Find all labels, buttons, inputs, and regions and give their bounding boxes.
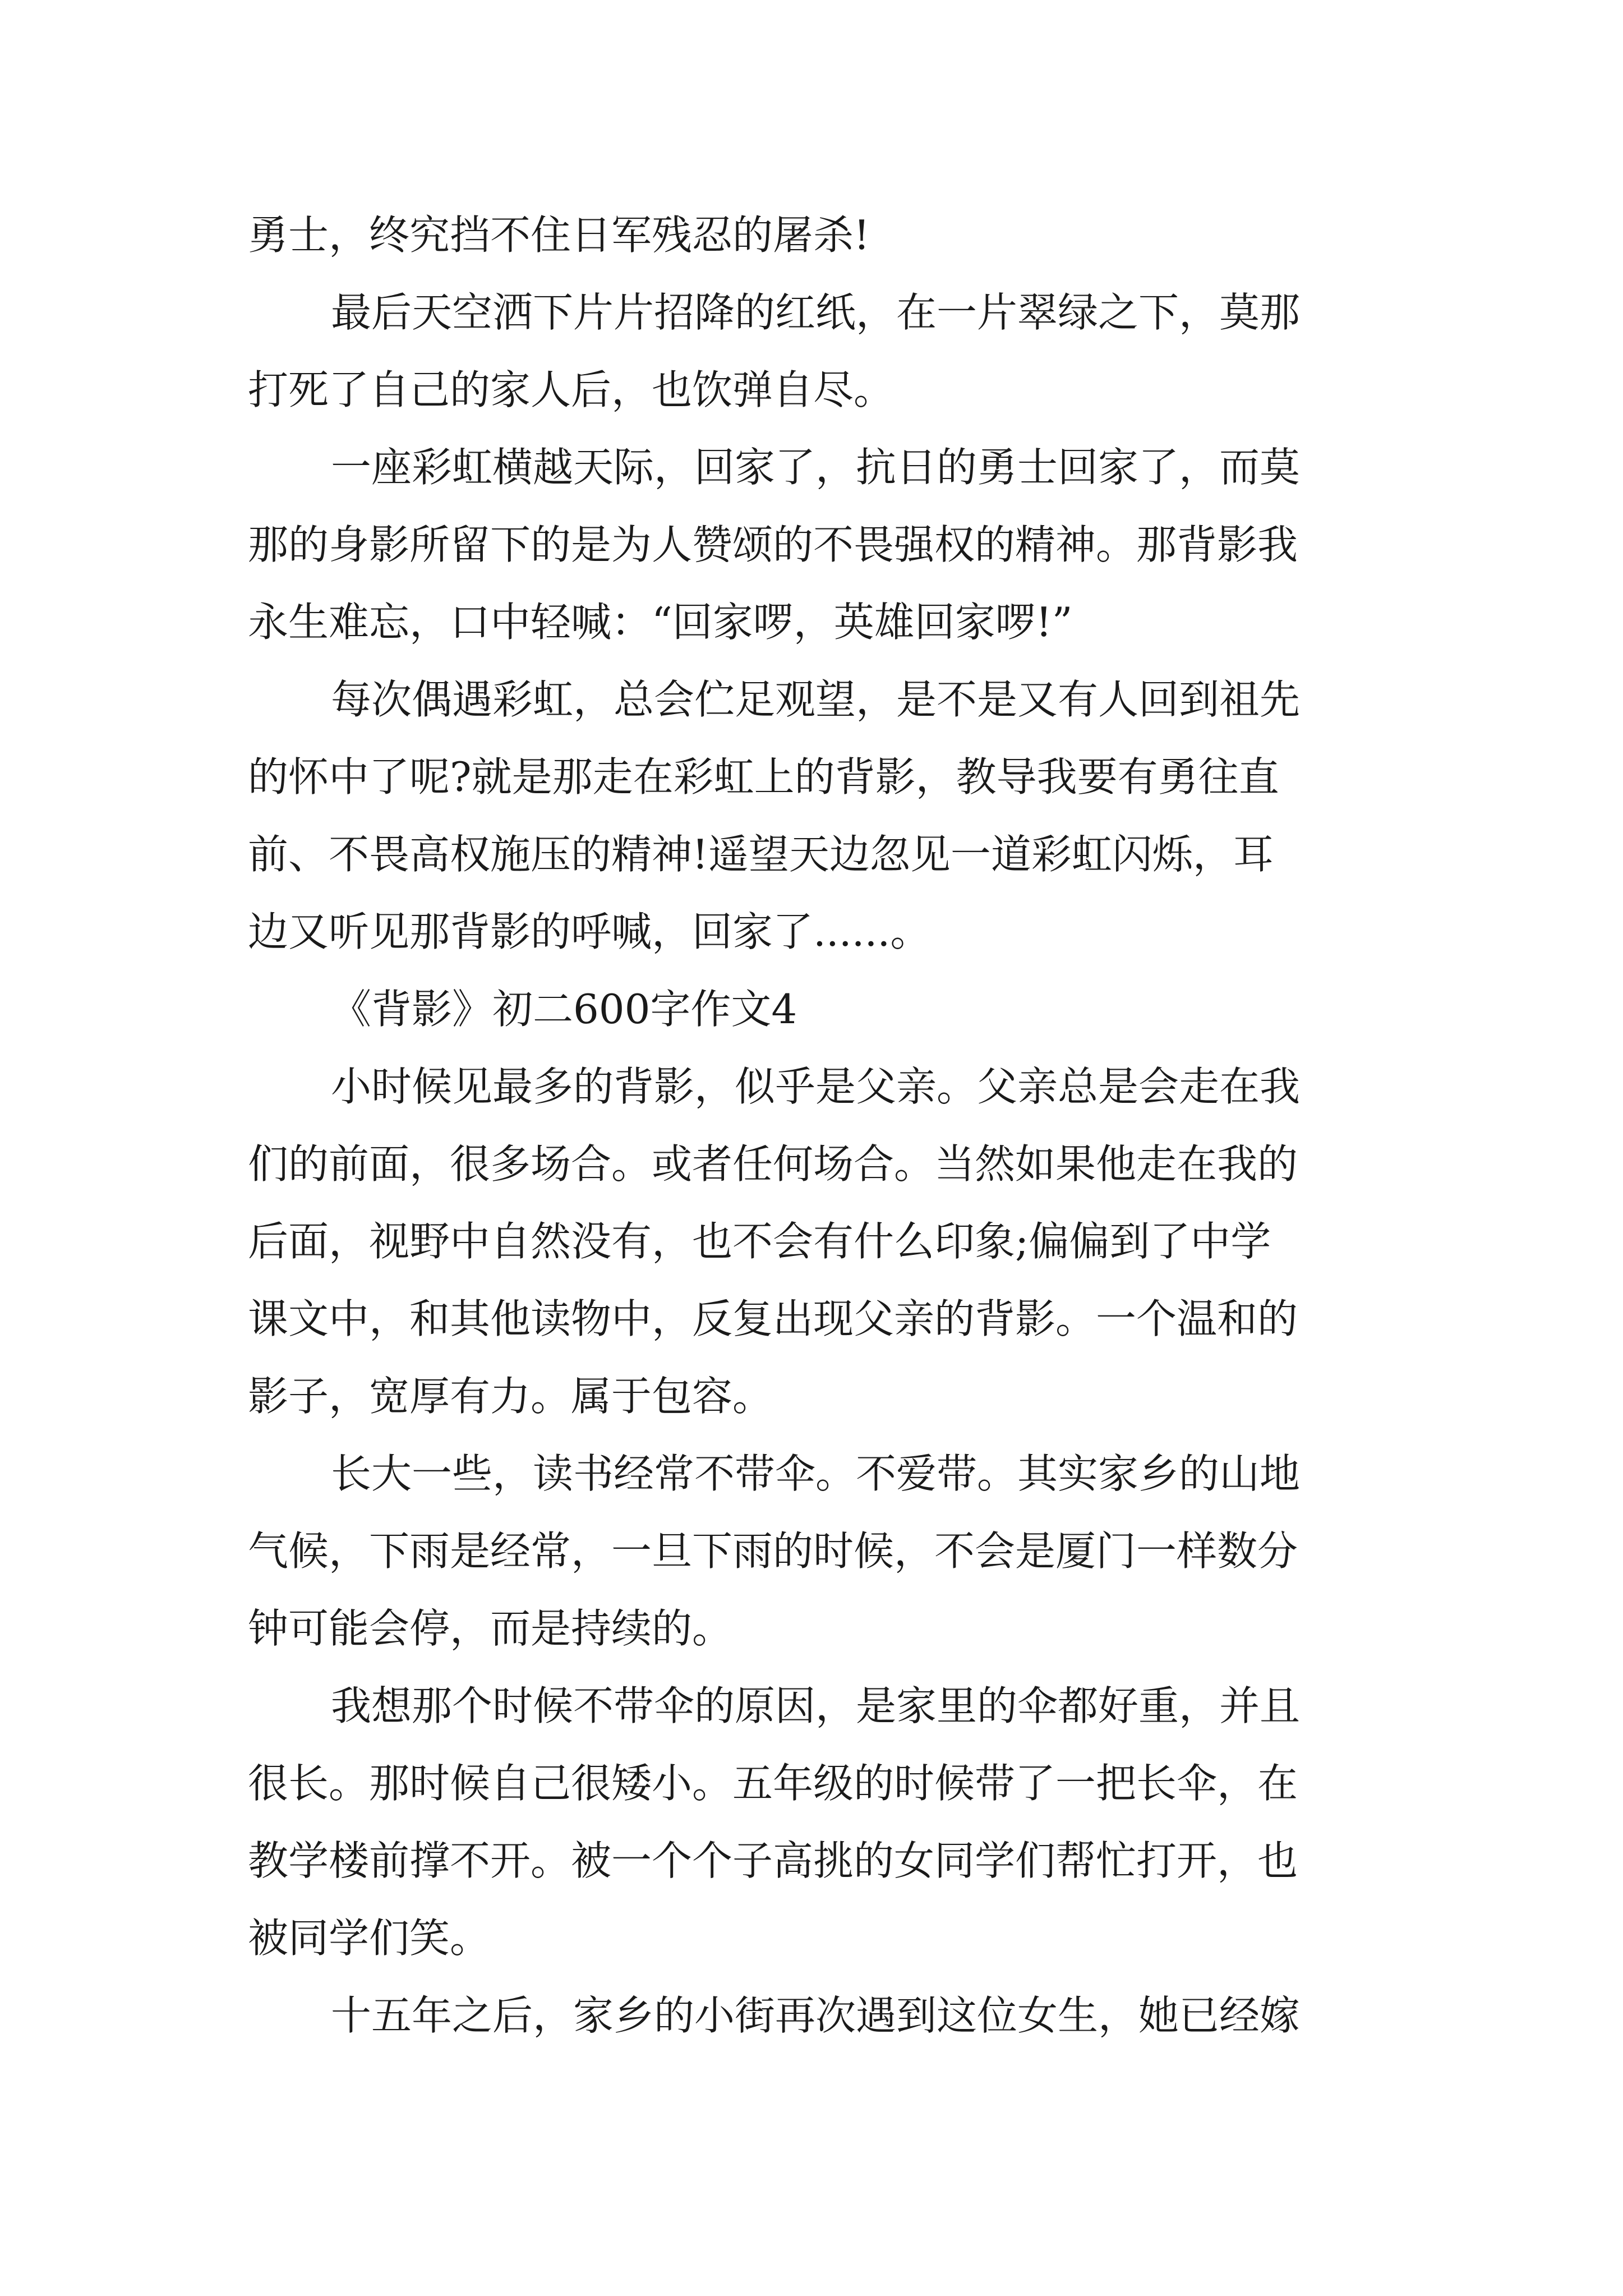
- text-line: 边又听见那背影的呼喊，回家了......。: [248, 908, 931, 955]
- text-line: 永生难忘，口中轻喊：“回家啰，英雄回家啰!”: [248, 599, 1073, 646]
- paragraph-start-line: 十五年之后，家乡的小街再次遇到这位女生，她已经嫁: [331, 1992, 1301, 2039]
- text-line: 们的前面，很多场合。或者任何场合。当然如果他走在我的: [248, 1140, 1298, 1188]
- text-line: 很长。那时候自己很矮小。五年级的时候带了一把长伞，在: [248, 1760, 1298, 1807]
- text-line: 前、不畏高权施压的精神!遥望天边忽见一道彩虹闪烁，耳: [248, 831, 1274, 878]
- paragraph-start-line: 每次偶遇彩虹，总会伫足观望，是不是又有人回到祖先: [331, 676, 1301, 723]
- text-line: 课文中，和其他读物中，反复出现父亲的背影。一个温和的: [248, 1295, 1298, 1342]
- paragraph-start-line: 一座彩虹横越天际，回家了，抗日的勇士回家了，而莫: [331, 444, 1301, 491]
- text-line: 那的身影所留下的是为人赞颂的不畏强权的精神。那背影我: [248, 521, 1298, 568]
- paragraph-start-line: 长大一些，读书经常不带伞。不爱带。其实家乡的山地: [331, 1450, 1301, 1497]
- paragraph-start-line: 最后天空洒下片片招降的红纸，在一片翠绿之下，莫那: [331, 289, 1301, 336]
- text-line: 打死了自己的家人后，也饮弹自尽。: [248, 366, 895, 413]
- text-line: 教学楼前撑不开。被一个个子高挑的女同学们帮忙打开，也: [248, 1837, 1298, 1884]
- paragraph-start-line: 我想那个时候不带伞的原因，是家里的伞都好重，并且: [331, 1682, 1301, 1729]
- text-line: 影子，宽厚有力。属于包容。: [248, 1373, 773, 1420]
- section-heading: 《背影》初二600字作文4: [331, 986, 797, 1033]
- text-line: 被同学们笑。: [248, 1915, 491, 1962]
- document-body: [248, 196, 1386, 2054]
- paragraph-start-line: 小时候见最多的背影，似乎是父亲。父亲总是会走在我: [331, 1063, 1301, 1110]
- text-line: 后面，视野中自然没有，也不会有什么印象;偏偏到了中学: [248, 1218, 1271, 1265]
- text-line: 的怀中了呢?就是那走在彩虹上的背影，教导我要有勇往直: [248, 753, 1279, 800]
- text-line: 勇士，终究挡不住日军残忍的屠杀!: [248, 211, 870, 259]
- text-line: 钟可能会停，而是持续的。: [248, 1605, 733, 1652]
- text-line: 气候，下雨是经常，一旦下雨的时候，不会是厦门一样数分: [248, 1527, 1298, 1575]
